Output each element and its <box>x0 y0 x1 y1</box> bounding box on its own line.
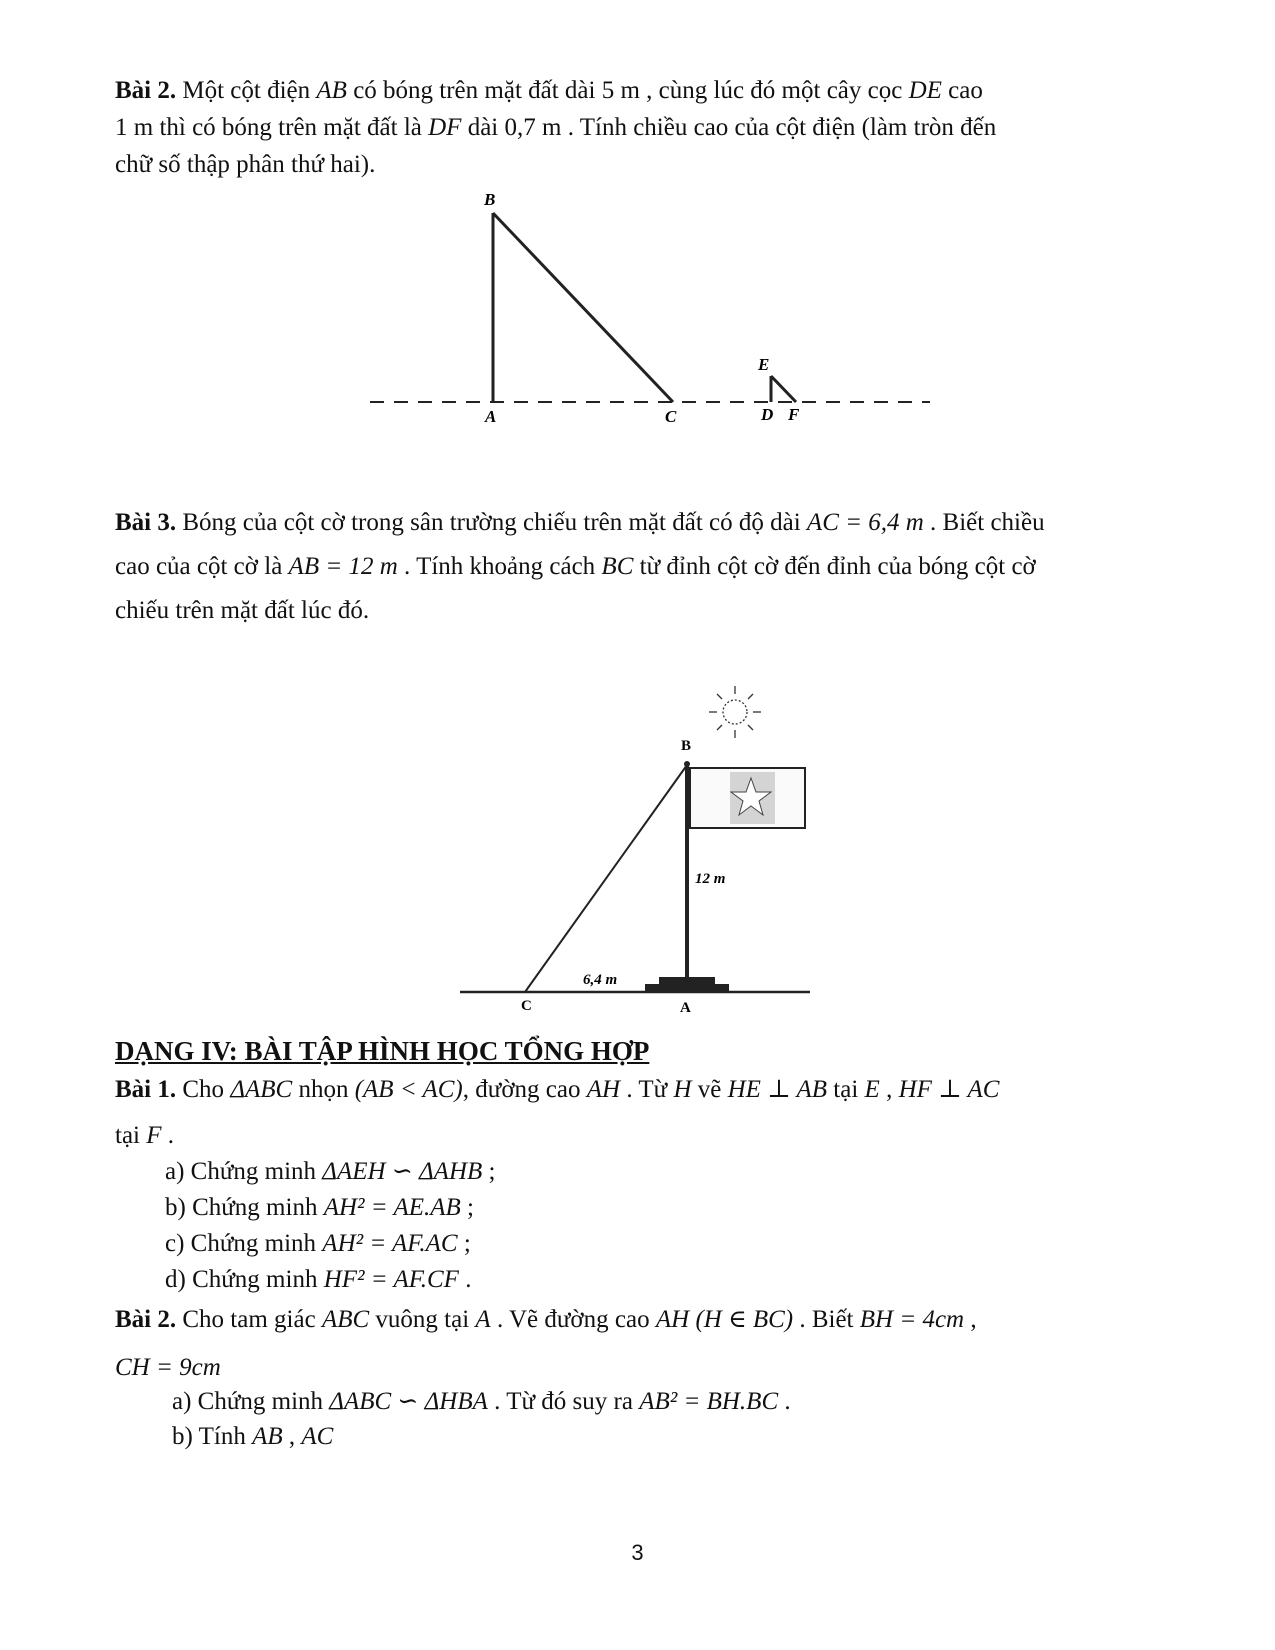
label-f: F <box>788 405 800 424</box>
label-c: C <box>665 407 677 426</box>
bai1-item-c: c) Chứng minh AH² = AF.AC ; <box>165 1230 471 1257</box>
label-shadow: 6,4 m <box>583 972 618 988</box>
bai1-item-a: a) Chứng minh ΔAEH ∽ ΔAHB ; <box>165 1158 496 1185</box>
bai1-line2: tại F . <box>115 1122 175 1149</box>
sun-icon <box>709 686 761 738</box>
label-e: E <box>758 355 770 374</box>
bai3-line3: chiếu trên mặt đất lúc đó. <box>115 597 370 624</box>
pole-base <box>659 977 715 984</box>
label-c: C <box>521 998 532 1014</box>
pole-shadow-figure <box>360 180 940 440</box>
bai3-line2: cao của cột cờ là AB = 12 m . Tính khoảng cách BC từ đỉnh cột cờ đến đỉnh của bóng cột cờ <box>115 553 1036 580</box>
bai2b-line2: CH = 9cm <box>115 1354 221 1381</box>
bai2-line3: chữ số thập phân thứ hai). <box>115 151 376 178</box>
ray-ef <box>771 376 796 402</box>
flagpole-figure <box>455 680 825 1020</box>
label-a: A <box>485 407 497 426</box>
section-heading: DẠNG IV: BÀI TẬP HÌNH HỌC TỔNG HỢP <box>115 1036 650 1066</box>
page-number: 3 <box>631 1540 644 1565</box>
bai2b-item-a: a) Chứng minh ΔABC ∽ ΔHBA . Từ đó suy ra AB² = BH.BC . <box>172 1388 791 1415</box>
pole-base-wide <box>645 984 729 991</box>
label-d: D <box>761 405 774 424</box>
label-height: 12 m <box>695 871 726 887</box>
bai2-line1: Bài 2. Một cột điện AB có bóng trên mặt đất dài 5 m , cùng lúc đó một cây cọc DE cao <box>115 77 983 104</box>
bai2b-title: Bài 2. <box>115 1306 177 1333</box>
bai3-title: Bài 3. <box>115 509 177 536</box>
bai1-title: Bài 1. <box>115 1076 177 1103</box>
bai1-line1: Bài 1. Cho ΔABC nhọn (AB < AC), đường cao AH . Từ H vẽ HE ⊥ AB tại E , HF ⊥ AC <box>115 1076 1000 1103</box>
ray-bc <box>525 765 687 992</box>
bai2-title: Bài 2. <box>115 77 177 104</box>
bai2b-item-b: b) Tính AB , AC <box>172 1423 334 1450</box>
ray-bc <box>493 213 673 402</box>
bai2b-line1: Bài 2. Cho tam giác ABC vuông tại A . Vẽ đường cao AH (H ∈ BC) . Biết BH = 4cm , <box>115 1306 977 1333</box>
bai1-item-b: b) Chứng minh AH² = AE.AB ; <box>165 1194 474 1221</box>
bai1-item-d: d) Chứng minh HF² = AF.CF . <box>165 1266 472 1293</box>
label-a: A <box>680 1000 691 1016</box>
bai2-line2: 1 m thì có bóng trên mặt đất là DF dài 0,7 m . Tính chiều cao của cột điện (làm tròn đến <box>115 114 997 141</box>
label-b: B <box>681 738 692 754</box>
label-b: B <box>484 190 496 209</box>
bai3-line1: Bài 3. Bóng của cột cờ trong sân trường chiếu trên mặt đất có độ dài AC = 6,4 m . Biết chiều <box>115 509 1045 536</box>
